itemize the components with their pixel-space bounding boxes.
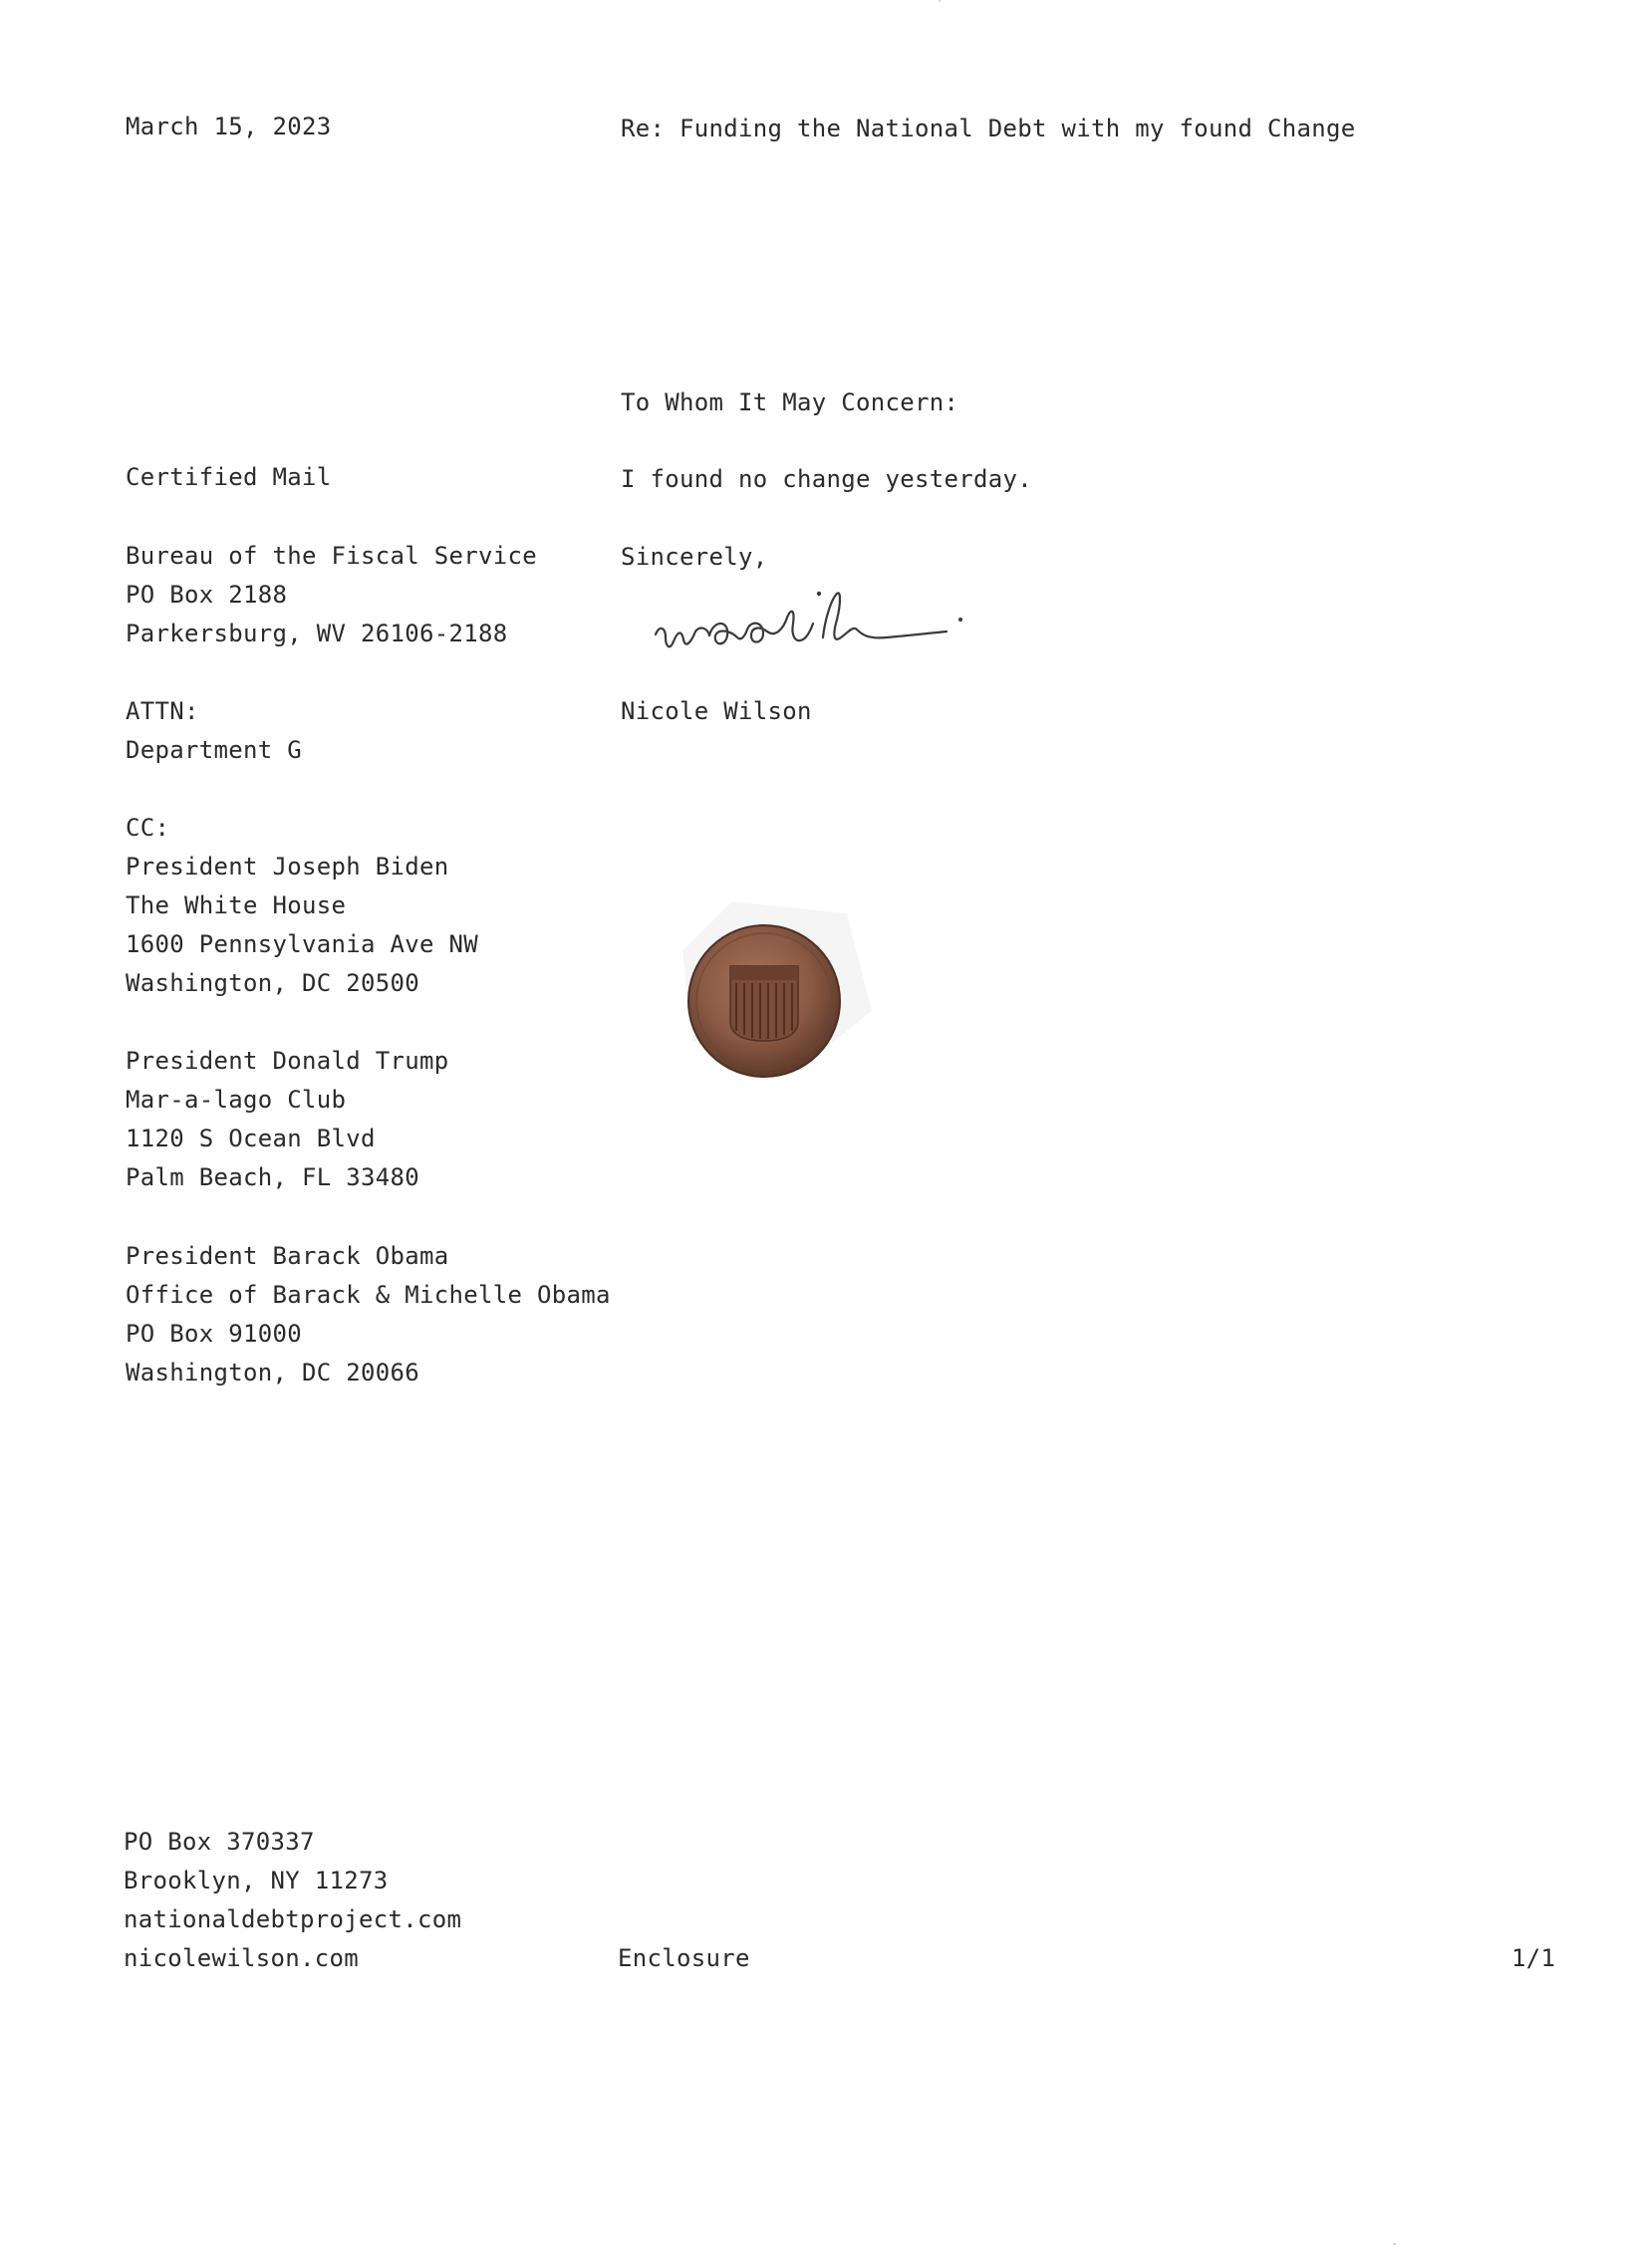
cc-recipient-trump <box>126 1042 448 1197</box>
closing: Sincerely, <box>621 543 768 571</box>
cc-address-line: PO Box 91000 <box>126 1320 302 1348</box>
cc-address-line: Washington, DC 20066 <box>126 1359 419 1386</box>
cc-label: CC: <box>126 814 170 842</box>
penny-coin-icon <box>673 891 882 1081</box>
cc-address-line: 1120 S Ocean Blvd <box>126 1125 376 1152</box>
cc-block <box>126 809 478 1003</box>
sender-address <box>124 1823 461 1978</box>
signer-name: Nicole Wilson <box>621 697 812 725</box>
salutation: To Whom It May Concern: <box>621 388 959 416</box>
cc-address-line: Washington, DC 20500 <box>126 969 419 997</box>
letter-subject: Re: Funding the National Debt with my found Change <box>621 115 1356 142</box>
cc-recipient-obama <box>126 1237 611 1392</box>
address-line: Parkersburg, WV 26106-2188 <box>126 620 508 647</box>
sender-website: nationaldebtproject.com <box>124 1905 462 1933</box>
page-number: 1/1 <box>1511 1944 1556 1972</box>
cc-address-line: Mar-a-lago Club <box>126 1086 347 1114</box>
cc-address-line: President Joseph Biden <box>126 853 449 881</box>
attn-block <box>126 692 302 770</box>
sender-line: Brooklyn, NY 11273 <box>124 1867 389 1894</box>
cc-address-line: Palm Beach, FL 33480 <box>126 1163 419 1191</box>
enclosure-label: Enclosure <box>618 1944 750 1972</box>
handwritten-signature <box>648 580 996 679</box>
recipient-address <box>126 537 537 653</box>
delivery-method: Certified Mail <box>126 463 332 491</box>
cc-address-line: The White House <box>126 891 347 919</box>
scan-speck <box>939 0 941 2</box>
attn-department: Department G <box>126 736 302 764</box>
cc-address-line: President Donald Trump <box>126 1047 449 1075</box>
attn-label: ATTN: <box>126 697 199 725</box>
letter-date: March 15, 2023 <box>126 113 332 140</box>
scan-speck <box>1393 2243 1396 2245</box>
cc-address-line: President Barack Obama <box>126 1242 449 1270</box>
address-line: Bureau of the Fiscal Service <box>126 542 537 570</box>
cc-address-line: 1600 Pennsylvania Ave NW <box>126 930 478 958</box>
sender-website: nicolewilson.com <box>124 1944 359 1972</box>
address-line: PO Box 2188 <box>126 581 288 609</box>
letter-body: I found no change yesterday. <box>621 465 1032 493</box>
cc-address-line: Office of Barack & Michelle Obama <box>126 1281 611 1309</box>
sender-line: PO Box 370337 <box>124 1828 315 1856</box>
